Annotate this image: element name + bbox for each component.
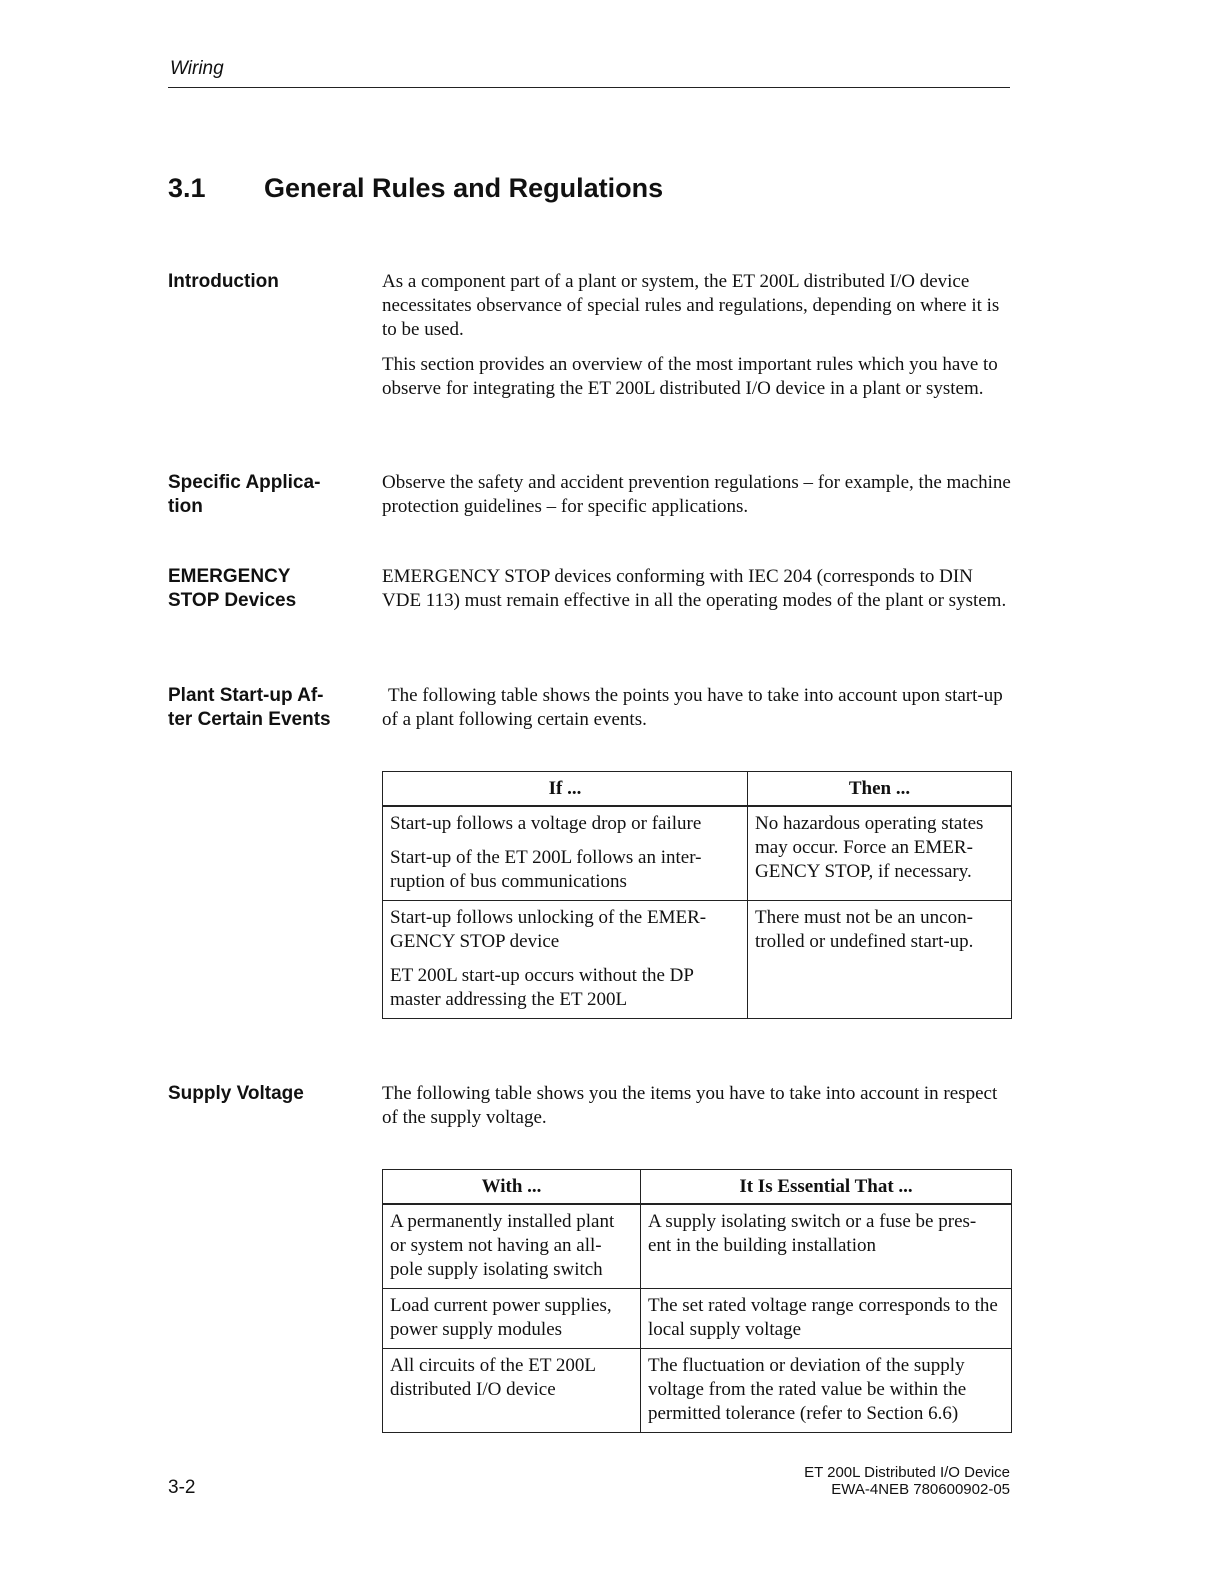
table-cell-if bbox=[383, 901, 748, 1019]
supply-voltage-table bbox=[382, 1169, 1012, 1433]
specific-application-label bbox=[168, 471, 358, 519]
plant-startup-label-line: ter Certain Events bbox=[168, 709, 331, 730]
introduction-paragraph: As a component part of a plant or system, the ET 200L distributed I/O device necessitates observance of special rules and regulations, depending on where it is to be used. bbox=[382, 271, 1000, 340]
supply-voltage-body bbox=[382, 1082, 1012, 1141]
introduction-label: Introduction bbox=[168, 271, 279, 292]
table-cell-with: All circuits of the ET 200L distributed I/O device bbox=[383, 1349, 641, 1433]
page-number: 3-2 bbox=[168, 1477, 196, 1498]
plant-startup-label-line: Plant Start-up Af- bbox=[168, 685, 324, 706]
table-header-row bbox=[383, 772, 1012, 807]
cell-paragraph: ET 200L start-up occurs without the DP master addressing the ET 200L bbox=[390, 965, 694, 1010]
specific-application-text: Observe the safety and accident prevention regulations – for example, the machine protection guidelines – for specific applications. bbox=[382, 472, 1011, 517]
table-cell-with: Load current power supplies, power supply modules bbox=[383, 1289, 641, 1349]
table-cell-then: No hazardous operating states may occur. Force an EMER- GENCY STOP, if necessary. bbox=[748, 806, 1012, 901]
running-header: Wiring bbox=[170, 58, 224, 79]
table-cell-essential: The fluctuation or deviation of the supply voltage from the rated value be within the permitted tolerance (refer to Section 6.6) bbox=[641, 1349, 1012, 1433]
emergency-stop-body bbox=[382, 565, 1012, 624]
section-number: 3.1 bbox=[168, 173, 206, 203]
table-header-row bbox=[383, 1170, 1012, 1205]
supply-voltage-text: The following table shows you the items you have to take into account in respect of the supply voltage. bbox=[382, 1083, 998, 1128]
table-header-cell: It Is Essential That ... bbox=[641, 1170, 1012, 1205]
table-row bbox=[383, 901, 1012, 1019]
table-header-cell: Then ... bbox=[748, 772, 1012, 807]
table-row bbox=[383, 1289, 1012, 1349]
supply-voltage-label: Supply Voltage bbox=[168, 1083, 304, 1104]
introduction-body bbox=[382, 270, 1012, 412]
header-rule bbox=[168, 87, 1010, 88]
table-cell-then: There must not be an uncon- trolled or undefined start-up. bbox=[748, 901, 1012, 1019]
table-cell-essential: A supply isolating switch or a fuse be pres- ent in the building installation bbox=[641, 1204, 1012, 1289]
footer-doc-title: ET 200L Distributed I/O Device bbox=[804, 1464, 1010, 1481]
plant-startup-label bbox=[168, 684, 358, 732]
plant-startup-text: The following table shows the points you have to take into account upon start-up of a plant following certain events. bbox=[382, 685, 1003, 730]
emergency-stop-label-line: EMERGENCY bbox=[168, 566, 291, 587]
section-title: General Rules and Regulations bbox=[264, 173, 664, 203]
table-header-cell: If ... bbox=[383, 772, 748, 807]
cell-paragraph: Start-up of the ET 200L follows an inter- ruption of bus communications bbox=[390, 847, 702, 892]
startup-events-table bbox=[382, 771, 1012, 1019]
footer-doc-code: EWA-4NEB 780600902-05 bbox=[831, 1481, 1010, 1498]
table-cell-with: A permanently installed plant or system not having an all- pole supply isolating switch bbox=[383, 1204, 641, 1289]
table-row bbox=[383, 1204, 1012, 1289]
footer-document-info bbox=[804, 1464, 1010, 1498]
table-row bbox=[383, 1349, 1012, 1433]
introduction-paragraph: This section provides an overview of the most important rules which you have to observe for integrating the ET 200L distributed I/O device in a plant or system. bbox=[382, 354, 998, 399]
plant-startup-body bbox=[382, 684, 1012, 743]
specific-application-label-line: Specific Applica- bbox=[168, 472, 321, 493]
table-cell-if bbox=[383, 806, 748, 901]
cell-paragraph: Start-up follows a voltage drop or failure bbox=[390, 813, 702, 834]
emergency-stop-label bbox=[168, 565, 358, 613]
emergency-stop-label-line: STOP Devices bbox=[168, 590, 297, 611]
table-cell-essential: The set rated voltage range corresponds to the local supply voltage bbox=[641, 1289, 1012, 1349]
specific-application-body bbox=[382, 471, 1012, 530]
table-row bbox=[383, 806, 1012, 901]
emergency-stop-text: EMERGENCY STOP devices conforming with IEC 204 (corresponds to DIN VDE 113) must remain effective in all the operating modes of the plant or system. bbox=[382, 566, 1007, 611]
specific-application-label-line: tion bbox=[168, 496, 203, 517]
table-header-cell: With ... bbox=[383, 1170, 641, 1205]
cell-paragraph: Start-up follows unlocking of the EMER- GENCY STOP device bbox=[390, 907, 707, 952]
